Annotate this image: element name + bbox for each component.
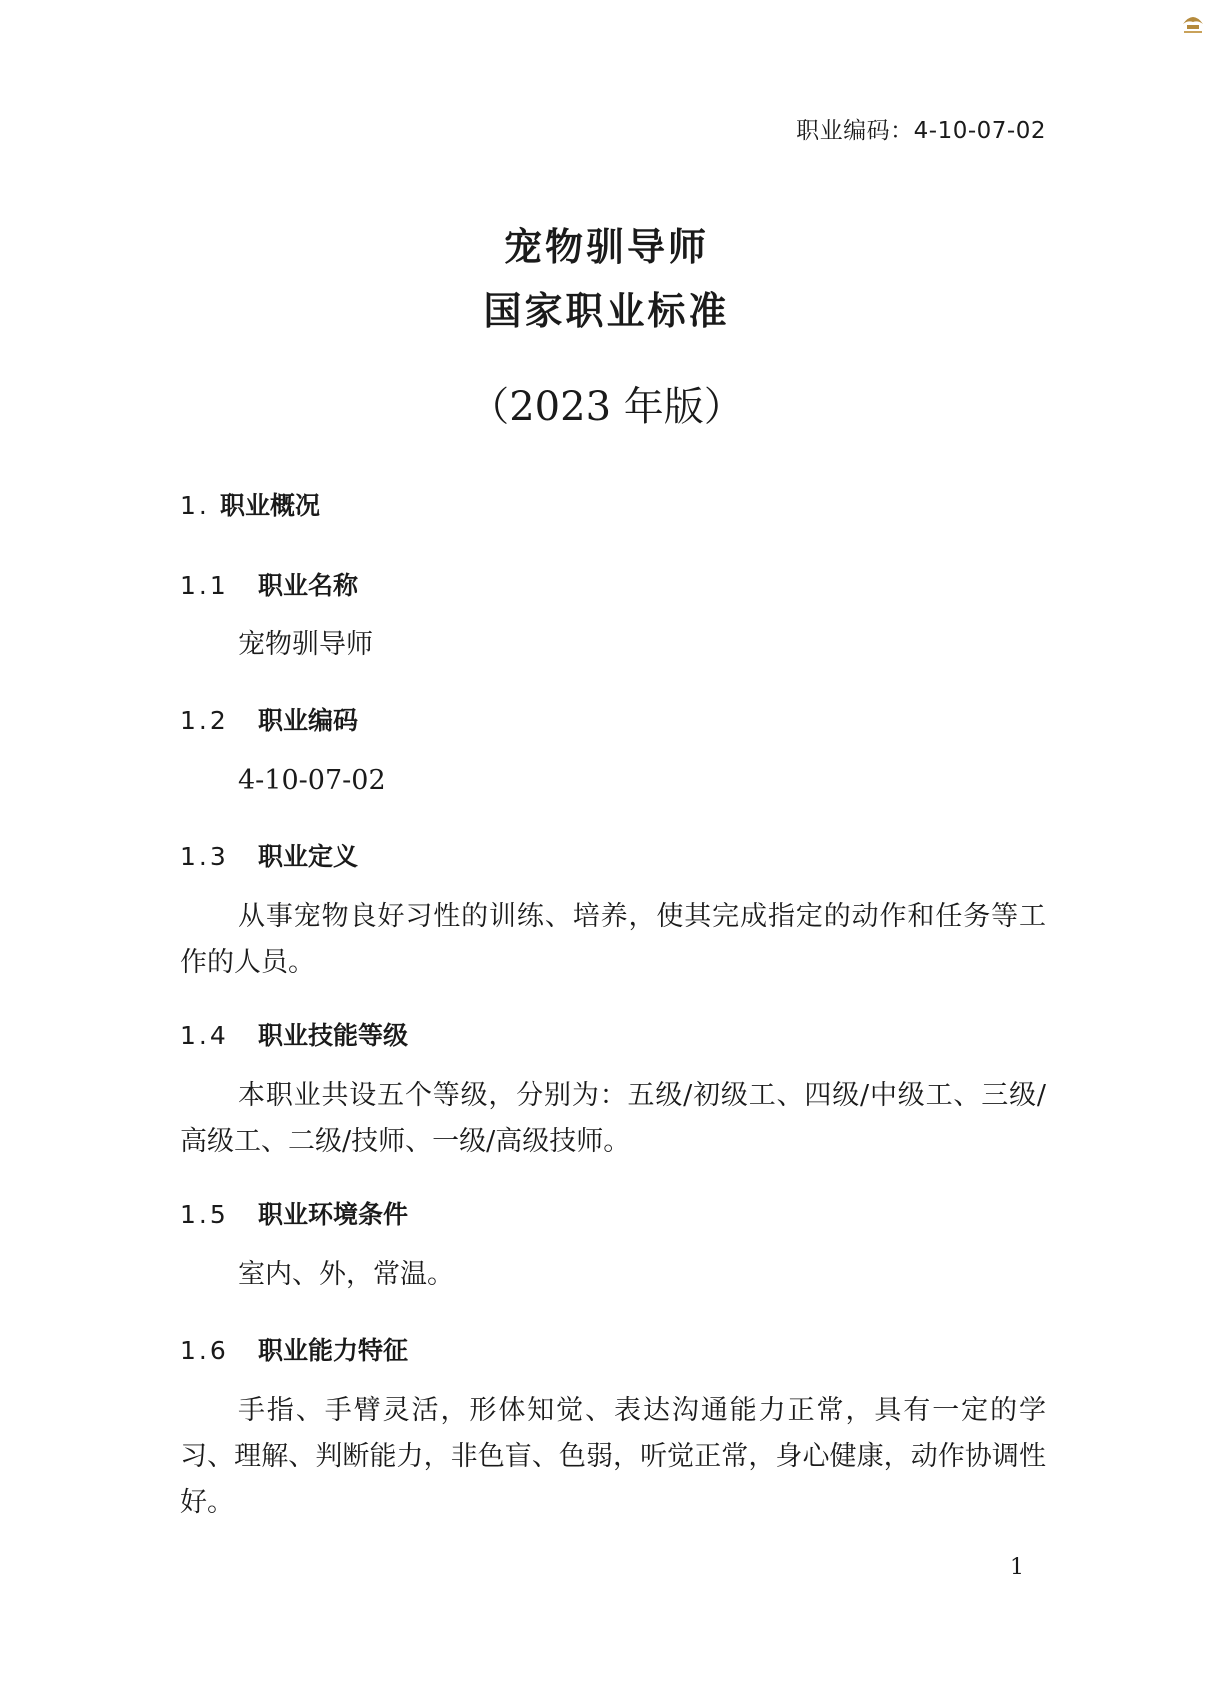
section-number: 1.4 [180, 1021, 229, 1050]
section-label: 职业环境条件 [258, 1200, 409, 1229]
section-number: 1.3 [180, 842, 229, 871]
edition-label: （2023 年版） [469, 384, 744, 430]
section-body-1-2: 4-10-07-02 [238, 765, 386, 796]
occupation-code-header: 职业编码：4-10-07-02 [796, 118, 1046, 144]
publisher-logo-icon [1178, 6, 1208, 36]
section-body-1-1: 宠物驯导师 [238, 629, 373, 660]
section-body-1-6: 手指、手臂灵活，形体知觉、表达沟通能力正常，具有一定的学习、理解、判断能力，非色盲、色弱，听觉正常，身心健康，动作协调性好。 [180, 1395, 1046, 1518]
section-heading-1-1 [180, 566, 358, 602]
section-body-1-3: 从事宠物良好习性的训练、培养，使其完成指定的动作和任务等工作的人员。 [180, 901, 1046, 978]
section-label: 职业定义 [258, 842, 359, 871]
section-body-1-4: 本职业共设五个等级，分别为：五级/初级工、四级/中级工、三级/高级工、二级/技师、一级/高级技师。 [180, 1080, 1046, 1157]
section-label: 职业技能等级 [258, 1021, 409, 1050]
section-number: 1. [180, 491, 210, 520]
section-number: 1.1 [180, 571, 229, 600]
section-label: 职业能力特征 [258, 1336, 409, 1365]
document-title: 宠物驯导师 [503, 225, 709, 269]
section-label: 职业编码 [258, 706, 359, 735]
section-heading-1-6 [180, 1331, 408, 1367]
section-heading-1-5 [180, 1195, 408, 1231]
section-label: 职业概况 [220, 491, 321, 520]
section-heading-1-3 [180, 837, 358, 873]
section-number: 1.2 [180, 706, 229, 735]
section-number: 1.5 [180, 1200, 229, 1229]
section-number: 1.6 [180, 1336, 229, 1365]
section-heading-1 [180, 486, 320, 522]
section-heading-1-4 [180, 1016, 408, 1052]
section-body-1-5: 室内、外，常温。 [238, 1259, 454, 1290]
section-heading-1-2 [180, 701, 358, 737]
page-number: 1 [1010, 1555, 1024, 1580]
document-subtitle: 国家职业标准 [483, 289, 730, 333]
section-label: 职业名称 [258, 571, 359, 600]
